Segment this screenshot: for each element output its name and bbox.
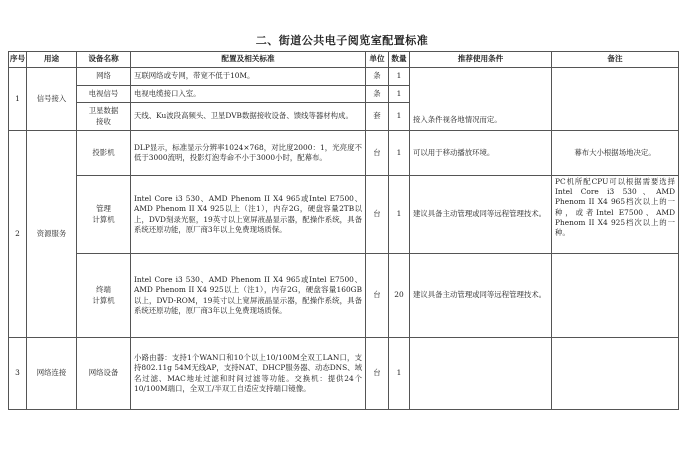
group-no: 1 [9, 68, 27, 131]
note [552, 338, 679, 410]
page-title: 二、街道公共电子阅览室配置标准 [255, 34, 429, 47]
table-row [9, 131, 679, 176]
spec-text: DLP显示，标准显示分辨率1024×768，对比度2000：1，光亮度不低于3000流明，投影灯泡寿命不小于3000小时，配幕布。 [131, 131, 366, 176]
note [552, 254, 679, 338]
unit: 套 [366, 103, 389, 131]
quantity: 1 [389, 86, 410, 103]
header-use: 用途 [27, 52, 77, 68]
table-row [9, 254, 679, 338]
condition: 接入条件视各地情况而定。 [410, 68, 552, 131]
unit: 条 [366, 68, 389, 86]
device-name: 电视信号 [77, 86, 131, 103]
spec-text: 互联网络或专网，带宽不低于10M。 [131, 68, 366, 86]
device-name: 网络 [77, 68, 131, 86]
unit: 台 [366, 254, 389, 338]
condition: 建议具备主动管理或同等远程管理技术。 [410, 254, 552, 338]
condition [410, 338, 552, 410]
spec-text: 电视电缆接口入室。 [131, 86, 366, 103]
table-row [9, 338, 679, 410]
group-use: 网络连接 [27, 338, 77, 410]
spec-text: 小路由器：支持1个WAN口和10个以上10/100M全双工LAN口，支持802.11g 54M无线AP，支持NAT、DHCP服务器、动态DNS、域名过滤、MAC地址过滤和时间过滤等功能。交换机：提供24个10/100M端口，全双工/半双工自适应支持端口镜像。 [131, 338, 366, 410]
condition: 可以用于移动播放环境。 [410, 131, 552, 176]
spec-text: Intel Core i3 530、AMD Phenom II X4 965或Intel E7500、AMD Phenom II X4 925以上（注1），内存2G，硬盘容量2TB以上，DVD刻录光驱，19英寸以上宽屏液晶显示器，配操作系统，具备系统还原功能，原厂商3年以上免费现场质保。 [131, 176, 366, 254]
note: 幕布大小根据场地决定。 [552, 131, 679, 176]
spec-text: 天线、Ku波段高频头、卫星DVB数据接收设备、馈线等器材构成。 [131, 103, 366, 131]
spec-text: Intel Core i3 530、AMD Phenom II X4 965或Intel E7500、AMD Phenom II X4 925以上（注1），内存2G，硬盘容量160GB以上，DVD-ROM，19英寸以上宽屏液晶显示器，配操作系统，具备系统还原功能，原厂商3年以上免费现场质保。 [131, 254, 366, 338]
device-name: 终端 计算机 [77, 254, 131, 338]
table-row [9, 176, 679, 254]
header-spec: 配置及相关标准 [131, 52, 366, 68]
note [552, 68, 679, 131]
header-no: 序号 [9, 52, 27, 68]
table-row [9, 68, 679, 86]
header-condition: 推荐使用条件 [410, 52, 552, 68]
quantity: 1 [389, 176, 410, 254]
unit: 条 [366, 86, 389, 103]
header-note: 备注 [552, 52, 679, 68]
device-name: 卫星数据 接收 [77, 103, 131, 131]
group-use: 信号接入 [27, 68, 77, 131]
quantity: 1 [389, 68, 410, 86]
header-unit: 单位 [366, 52, 389, 68]
unit: 台 [366, 176, 389, 254]
group-use: 资源服务 [27, 131, 77, 338]
header-device: 设备名称 [77, 52, 131, 68]
quantity: 20 [389, 254, 410, 338]
quantity: 1 [389, 131, 410, 176]
condition: 建议具备主动管理或同等远程管理技术。 [410, 176, 552, 254]
device-name: 管理 计算机 [77, 176, 131, 254]
quantity: 1 [389, 103, 410, 131]
header-qty: 数量 [389, 52, 410, 68]
group-no: 3 [9, 338, 27, 410]
unit: 台 [366, 131, 389, 176]
config-table [8, 51, 679, 410]
header-row [9, 52, 679, 68]
quantity: 1 [389, 338, 410, 410]
device-name: 投影机 [77, 131, 131, 176]
unit: 台 [366, 338, 389, 410]
device-name: 网络设备 [77, 338, 131, 410]
group-no: 2 [9, 131, 27, 338]
note: PC机所配CPU可以根据需要选择Intel Core i3 530、AMD Phenom II X4 965档次以上的一种，或者Intel E7500、AMD Phenom II X4 925档次以上的一种。 [552, 176, 679, 254]
